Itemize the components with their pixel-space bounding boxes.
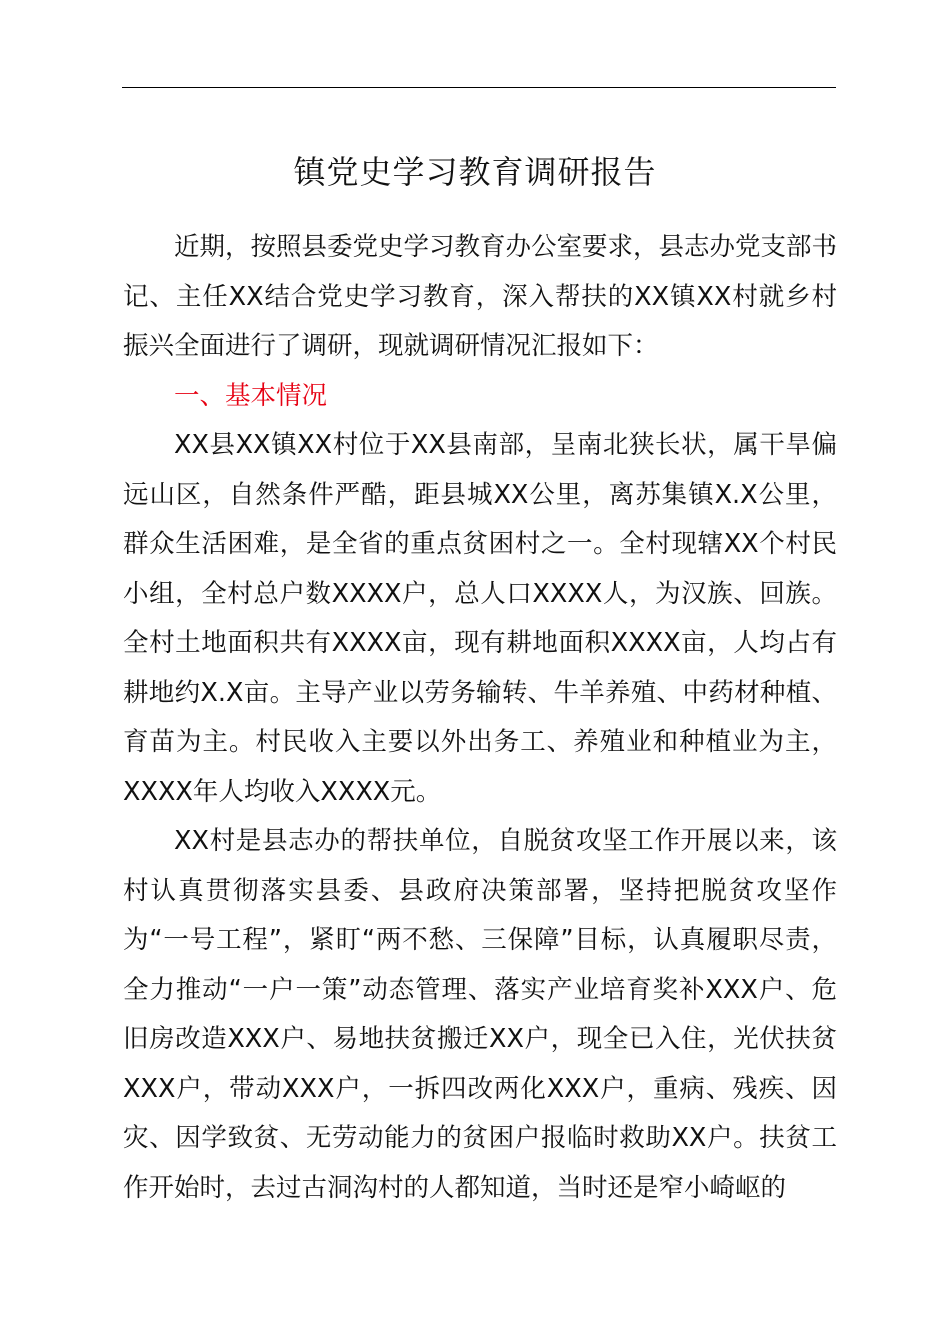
- body-paragraph: XX村是县志办的帮扶单位，自脱贫攻坚工作开展以来，该村认真贯彻落实县委、县政府决策部署，坚持把脱贫攻坚作为“一号工程”，紧盯“两不愁、三保障”目标，认真履职尽责，全力推动“一户一策”动态管理、落实产业培育奖补XXX户、危旧房改造XXX户、易地扶贫搬迁XX户，现全已入住，光伏扶贫XXX户，带动XXX户，一拆四改两化XXX户，重病、残疾、因灾、因学致贫、无劳动能力的贫困户报临时救助XX户。扶贫工作开始时，去过古洞沟村的人都知道，当时还是窄小崎岖的: [123, 826, 837, 1203]
- page-title: 镇党史学习教育调研报告: [293, 153, 657, 191]
- header-rule: [122, 87, 836, 88]
- document-body: [123, 223, 837, 1213]
- intro-paragraph: 近期，按照县委党史学习教育办公室要求，县志办党支部书记、主任XX结合党史学习教育，深入帮扶的XX镇XX村就乡村振兴全面进行了调研，现就调研情况汇报如下：: [123, 232, 838, 361]
- body-paragraph: XX县XX镇XX村位于XX县南部，呈南北狭长状，属干旱偏远山区，自然条件严酷，距县城XX公里，离苏集镇X.X公里，群众生活困难，是全省的重点贫困村之一。全村现辖XX个村民小组，全村总户数XXXX户，总人口XXXX人，为汉族、回族。全村土地面积共有XXXX亩，现有耕地面积XXXX亩，人均占有耕地约X.X亩。主导产业以劳务输转、牛羊养殖、中药材种植、育苗为主。村民收入主要以外出务工、养殖业和种植业为主，XXXX年人均收入XXXX元。: [123, 430, 837, 807]
- section-heading: 一、基本情况: [174, 380, 328, 411]
